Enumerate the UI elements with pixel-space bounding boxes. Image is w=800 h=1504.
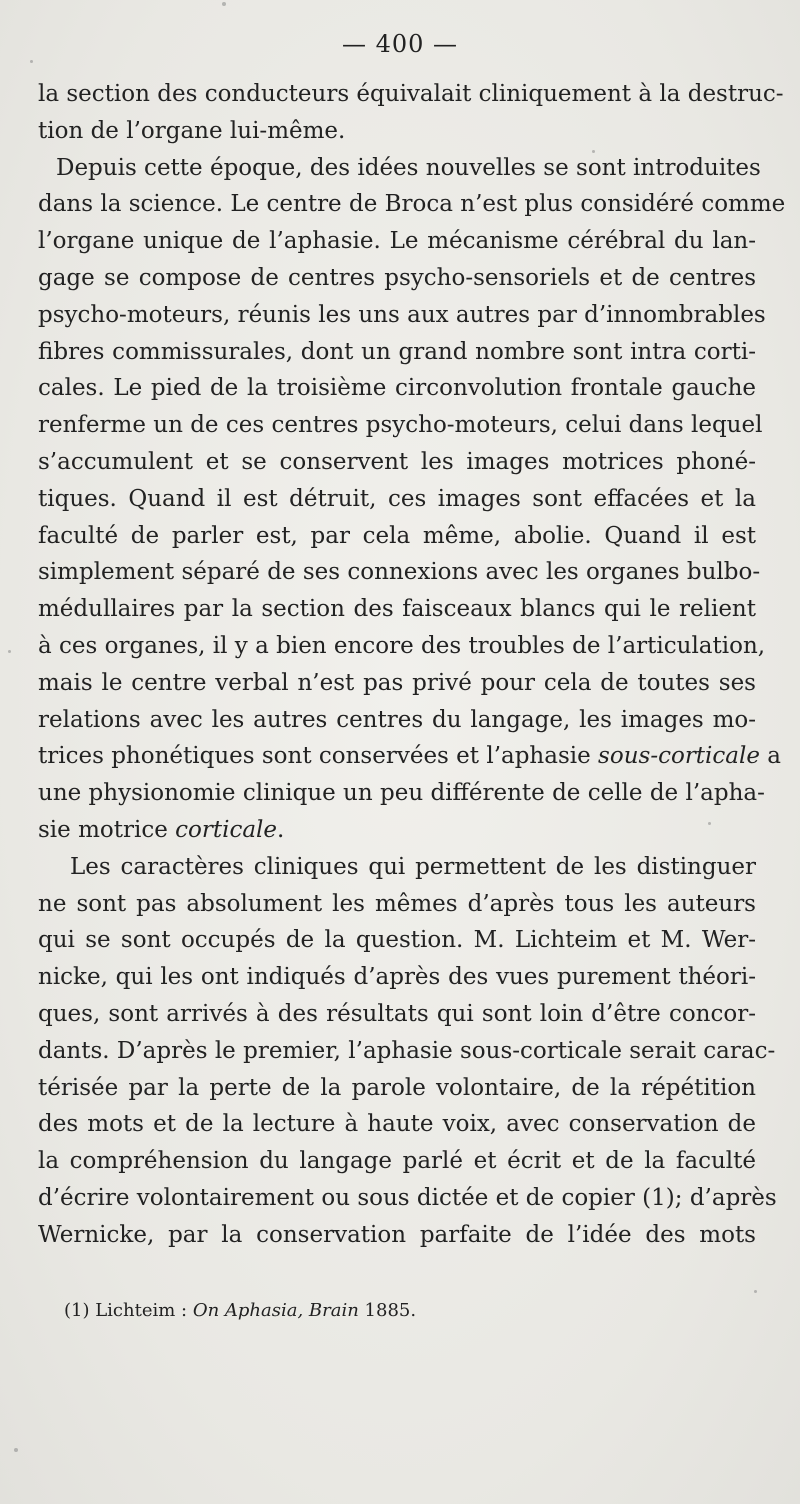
text-line: [38, 444, 756, 481]
text-run: fibres commissurales, dont un grand nombre sont intra corti-: [38, 338, 756, 365]
text-run: d’écrire volontairement ou sous dictée et de copier (1); d’après: [38, 1184, 777, 1211]
text-run: sie motrice: [38, 816, 176, 843]
paper-speck: [754, 1290, 757, 1293]
text-line: [38, 849, 756, 886]
text-run: dans la science. Le centre de Broca n’est plus considéré comme: [38, 191, 786, 218]
text-run: l’organe unique de l’aphasie. Le mécanisme cérébral du lan-: [38, 228, 756, 255]
text-run: s’accumulent et se conservent les images motrices phoné-: [38, 448, 756, 475]
text-line: [38, 738, 781, 775]
text-line: [38, 996, 756, 1033]
text-run: Depuis cette époque, des idées nouvelles se sont introduites: [56, 154, 761, 181]
text-run: trices phonétiques sont conservées et l’aphasie: [38, 743, 599, 770]
text-run: .: [277, 816, 285, 843]
italic-phrase: sous-corticale: [598, 743, 760, 770]
text-run: ques, sont arrivés à des résultats qui sont loin d’être concor-: [38, 1000, 756, 1027]
text-line: [38, 481, 756, 518]
text-line: [38, 812, 756, 849]
text-run: Wernicke, par la conservation parfaite de l’idée des mots: [38, 1221, 756, 1248]
text-run: renferme un de ces centres psycho-moteurs, celui dans lequel: [38, 412, 763, 439]
text-line: [38, 1033, 776, 1070]
italic-phrase: corticale: [175, 816, 278, 843]
text-line: [38, 1180, 777, 1217]
text-line: [38, 591, 756, 628]
text-run: qui se sont occupés de la question. M. Lichteim et M. Wer-: [38, 927, 756, 954]
text-line: [38, 186, 786, 223]
text-line: [38, 260, 756, 297]
text-line: [38, 150, 761, 187]
footnote-text: 1885.: [358, 1300, 417, 1321]
text-run: gage se compose de centres psycho-sensoriels et de centres: [38, 264, 756, 291]
text-line: [38, 1106, 756, 1143]
text-run: térisée par la perte de la parole volontaire, de la répétition: [38, 1074, 756, 1101]
footnote: [64, 1298, 764, 1324]
page-number: — 400 —: [341, 30, 459, 58]
text-run: tion de l’organe lui-même.: [38, 117, 346, 144]
text-line: [38, 1070, 756, 1107]
text-run: des mots et de la lecture à haute voix, avec conservation de: [38, 1111, 756, 1138]
text-run: Les caractères cliniques qui permettent de les distinguer: [70, 853, 756, 880]
footnote-citation: On Aphasia, Brain: [192, 1300, 359, 1321]
text-line: [38, 370, 756, 407]
paper-speck: [592, 150, 595, 153]
text-line: [38, 628, 766, 665]
paper-speck: [30, 60, 33, 63]
text-line: [38, 223, 756, 260]
text-run: a: [759, 743, 781, 770]
text-line: [38, 775, 765, 812]
text-line: [38, 297, 766, 334]
text-line: [38, 113, 756, 150]
body-text: [38, 76, 786, 1254]
text-line: [38, 886, 756, 923]
text-line: [38, 76, 784, 113]
text-run: cales. Le pied de la troisième circonvolution frontale gauche: [38, 375, 756, 402]
text-run: simplement séparé de ses connexions avec les organes bulbo-: [38, 559, 761, 586]
paper-speck: [14, 1448, 18, 1452]
text-run: nicke, qui les ont indiqués d’après des vues purement théori-: [38, 964, 756, 991]
text-line: [38, 959, 756, 996]
text-line: [38, 665, 756, 702]
text-run: ne sont pas absolument les mêmes d’après tous les auteurs: [38, 890, 756, 917]
paper-speck: [708, 822, 711, 825]
text-line: [38, 334, 756, 371]
text-run: relations avec les autres centres du langage, les images mo-: [38, 706, 756, 733]
text-run: tiques. Quand il est détruit, ces images sont effacées et la: [38, 485, 756, 512]
text-line: [38, 518, 756, 555]
footnote-text: (1) Lichteim :: [64, 1300, 193, 1321]
paper-speck: [8, 650, 11, 653]
text-line: [38, 1217, 756, 1254]
text-run: la section des conducteurs équivalait cliniquement à la destruc-: [38, 81, 784, 107]
text-line: [38, 554, 761, 591]
text-line: [38, 702, 756, 739]
paper-speck: [222, 2, 226, 6]
text-line: [38, 407, 763, 444]
text-run: psycho-moteurs, réunis les uns aux autres par d’innombrables: [38, 301, 766, 328]
text-run: dants. D’après le premier, l’aphasie sous-corticale serait carac-: [38, 1037, 776, 1064]
text-run: médullaires par la section des faisceaux blancs qui le relient: [38, 596, 756, 623]
text-run: une physionomie clinique un peu différente de celle de l’apha-: [38, 780, 765, 807]
text-run: mais le centre verbal n’est pas privé pour cela de toutes ses: [38, 669, 756, 696]
text-line: [38, 1143, 756, 1180]
text-run: à ces organes, il y a bien encore des troubles de l’articulation,: [38, 632, 766, 659]
text-line: [38, 922, 756, 959]
text-run: faculté de parler est, par cela même, abolie. Quand il est: [38, 522, 756, 549]
text-run: la compréhension du langage parlé et écrit et de la faculté: [38, 1148, 756, 1175]
